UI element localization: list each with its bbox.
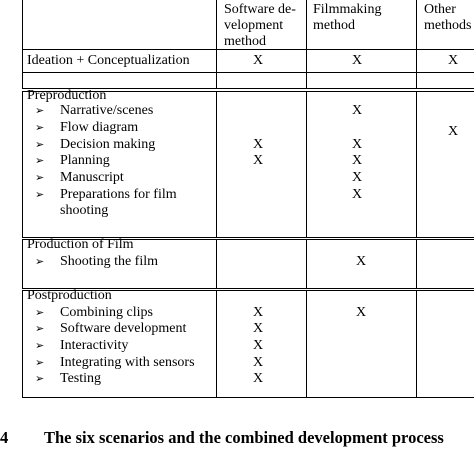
list-item: Manuscript [60, 170, 124, 185]
mark-film: X [351, 153, 363, 168]
arrowhead-bullet-icon: ➢ [35, 105, 45, 117]
arrowhead-bullet-icon: ➢ [35, 122, 45, 134]
list-item: Combining clips [60, 305, 153, 320]
column-header-software-line: velopment [224, 18, 284, 33]
column-divider [416, 239, 417, 288]
column-divider [306, 0, 307, 88]
list-item: Preparations for film [60, 187, 177, 202]
list-item: Planning [60, 153, 110, 168]
table-border-left [22, 0, 23, 88]
mark-software: X [252, 355, 264, 370]
column-divider [306, 239, 307, 288]
mark-software: X [252, 371, 264, 386]
mark-film: X [351, 53, 363, 68]
list-item: Flow diagram [60, 120, 139, 135]
section-title: Production of Film [27, 237, 134, 252]
section-title: Postproduction [27, 288, 112, 303]
column-header-other-line: Other [424, 2, 456, 17]
arrowhead-bullet-icon: ➢ [35, 256, 45, 268]
mark-other: X [447, 124, 459, 139]
arrowhead-bullet-icon: ➢ [35, 155, 45, 167]
arrowhead-bullet-icon: ➢ [35, 323, 45, 335]
column-header-software-line: Software de- [224, 2, 296, 17]
arrowhead-bullet-icon: ➢ [35, 189, 45, 201]
mark-film: X [355, 254, 367, 269]
column-divider [216, 91, 217, 237]
column-divider [216, 0, 217, 88]
column-divider [216, 239, 217, 288]
column-divider [416, 290, 417, 397]
section-title: Ideation + Conceptualization [27, 53, 190, 68]
column-header-film-line: Filmmaking [313, 2, 382, 17]
mark-software: X [252, 137, 264, 152]
arrowhead-bullet-icon: ➢ [35, 139, 45, 151]
list-item: Testing [60, 371, 102, 386]
list-item: Interactivity [60, 338, 129, 353]
table-border-left [22, 239, 23, 288]
mark-software: X [252, 53, 264, 68]
mark-film: X [351, 137, 363, 152]
column-divider [416, 91, 417, 237]
column-divider [306, 290, 307, 397]
caption-text: The six scenarios and the combined development process [44, 428, 444, 447]
list-item: Software development [60, 321, 187, 336]
arrowhead-bullet-icon: ➢ [35, 340, 45, 352]
mark-film: X [351, 187, 363, 202]
list-item: Narrative/scenes [60, 103, 154, 118]
column-header-other-line: methods [424, 18, 472, 33]
mark-software: X [252, 305, 264, 320]
row-divider [22, 397, 474, 398]
row-divider [22, 72, 474, 73]
mark-film: X [351, 170, 363, 185]
mark-film: X [355, 305, 367, 320]
mark-software: X [252, 153, 264, 168]
column-divider [306, 91, 307, 237]
column-header-software-line: method [224, 34, 266, 49]
mark-film: X [351, 103, 363, 118]
column-header-film-line: method [313, 18, 355, 33]
mark-software: X [252, 338, 264, 353]
column-divider [416, 0, 417, 88]
table-border-left [22, 91, 23, 237]
mark-other: X [447, 53, 459, 68]
list-item: Integrating with sensors [60, 355, 195, 370]
arrowhead-bullet-icon: ➢ [35, 172, 45, 184]
table-border-left [22, 290, 23, 397]
caption-number: 4 [0, 428, 9, 447]
column-divider [216, 290, 217, 397]
list-item: Shooting the film [60, 254, 158, 269]
arrowhead-bullet-icon: ➢ [35, 307, 45, 319]
list-item: Decision making [60, 137, 156, 152]
arrowhead-bullet-icon: ➢ [35, 373, 45, 385]
section-title: Preproduction [27, 88, 107, 103]
list-item-continuation: shooting [60, 203, 109, 218]
arrowhead-bullet-icon: ➢ [35, 357, 45, 369]
mark-software: X [252, 321, 264, 336]
